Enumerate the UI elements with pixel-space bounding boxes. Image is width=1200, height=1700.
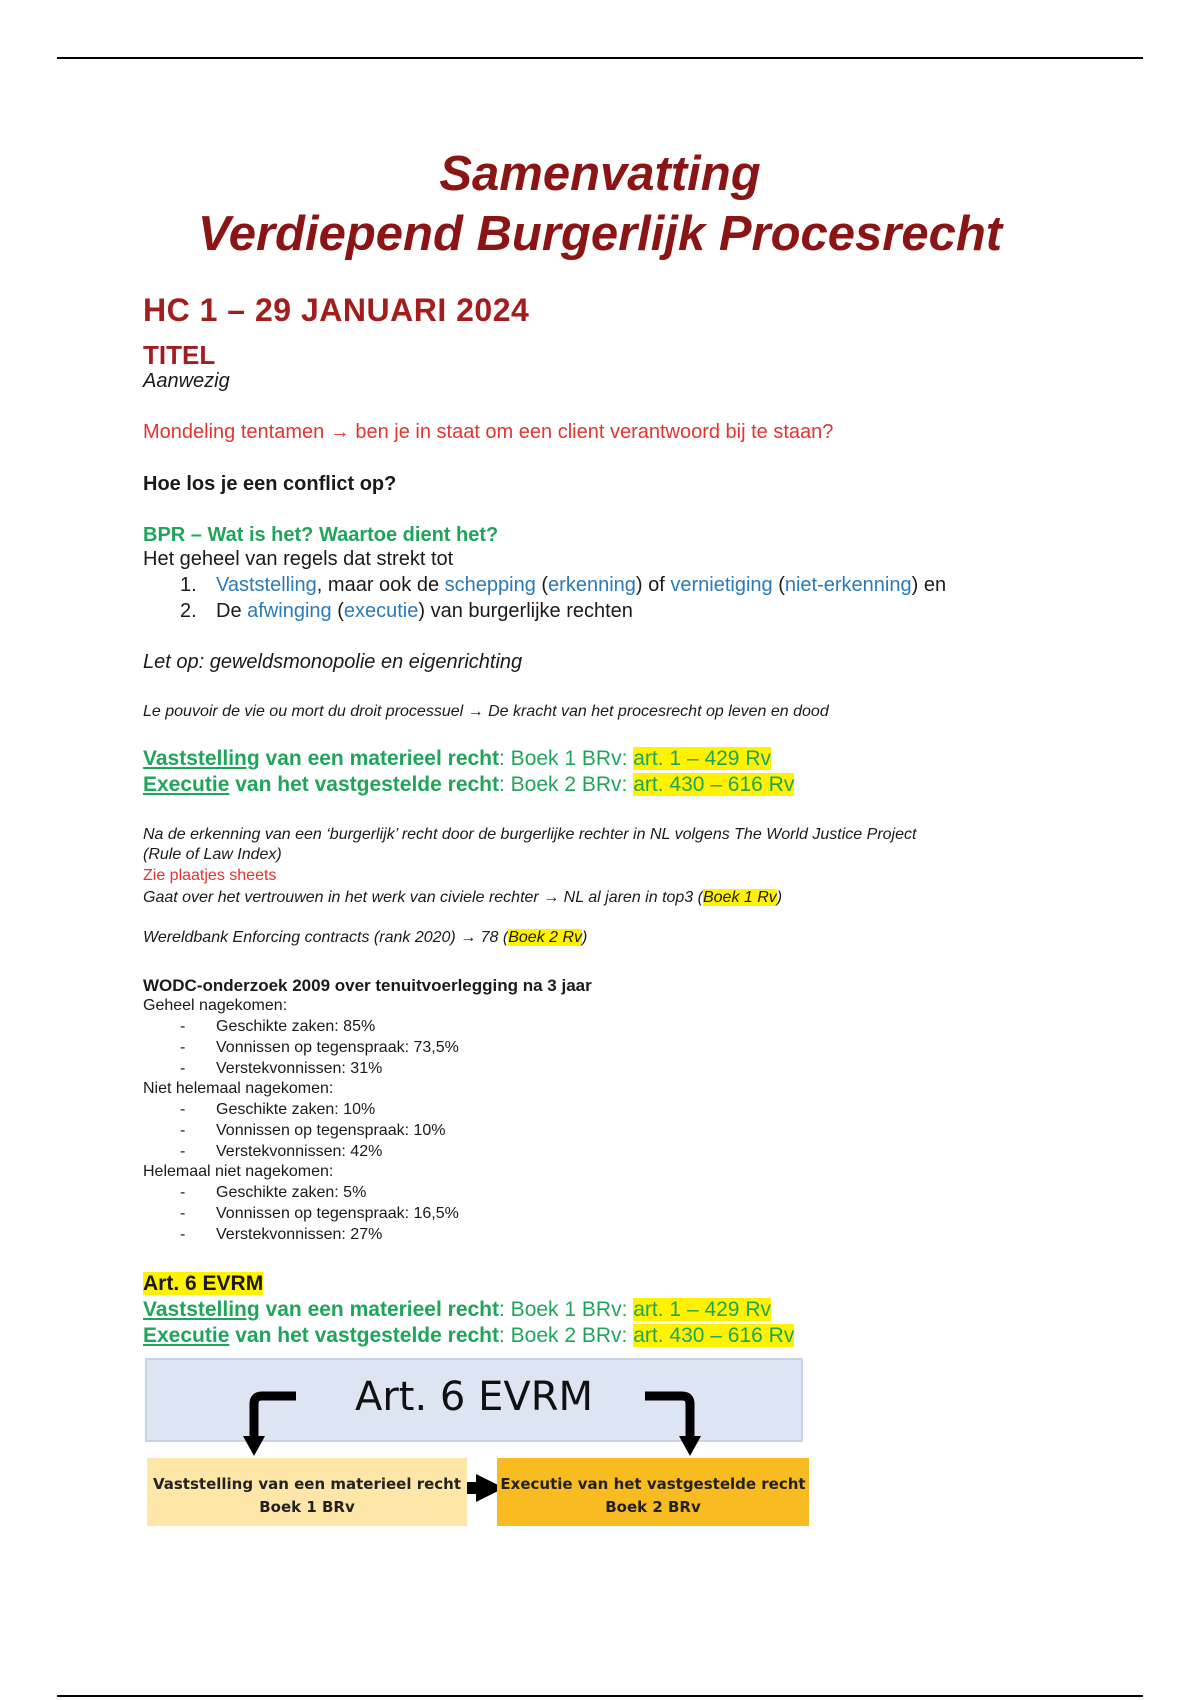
list-text: De (216, 600, 248, 622)
wereldbank-end: ) (582, 929, 588, 946)
list-text: ) van burgerlijke rechten (418, 600, 633, 622)
bottom-rule (57, 1695, 1143, 1697)
term-vernietiging: vernietiging (670, 574, 773, 596)
dash: - (180, 1060, 186, 1077)
dash: - (180, 1101, 186, 1118)
vaststelling-word: Vaststelling (143, 1298, 260, 1321)
right-down-arrow-icon (645, 1396, 690, 1438)
diagram-box-executie (497, 1458, 809, 1526)
box2-line1: Executie van het vastgestelde recht (500, 1475, 806, 1493)
vaststelling-book: : Boek 1 BRv: (499, 1298, 634, 1321)
executie-word: Executie (143, 773, 230, 796)
aanwezig-text: Aanwezig (143, 370, 230, 392)
executie-articles: art. 430 – 616 Rv (633, 773, 795, 796)
executie-book: : Boek 2 BRv: (499, 773, 634, 796)
dash: - (180, 1226, 186, 1243)
zie-sheets-note: Zie plaatjes sheets (143, 867, 277, 884)
dash: - (180, 1205, 186, 1222)
wodc-item: Vonnissen op tegenspraak: 16,5% (216, 1205, 459, 1222)
lecture-heading: HC 1 – 29 JANUARI 2024 (143, 292, 530, 328)
list-text: ) en (911, 574, 947, 596)
diagram-title: Art. 6 EVRM (354, 1374, 594, 1420)
list-text: ( (535, 574, 549, 596)
wodc-item: Geschikte zaken: 10% (216, 1101, 376, 1118)
wodc-item: Verstekvonnissen: 27% (216, 1226, 383, 1243)
document-title-line2: Verdiepend Burgerlijk Procesrecht (197, 207, 1003, 261)
term-erkenning: erkenning (548, 574, 636, 596)
wereldbank-highlight: Boek 2 Rv (508, 929, 583, 946)
list-text: , maar ook de (316, 574, 445, 596)
vaststelling-word: Vaststelling (143, 747, 260, 770)
list-text: ( (772, 574, 785, 596)
wodc-item: Geschikte zaken: 5% (216, 1184, 367, 1201)
conflict-question: Hoe los je een conflict op? (143, 473, 397, 495)
wodc-group-label: Geheel nagekomen: (143, 997, 288, 1014)
titel-heading: TITEL (143, 340, 216, 370)
gaat-highlight: Boek 1 Rv (702, 889, 777, 906)
art6-highlight: Art. 6 EVRM (143, 1272, 264, 1295)
wodc-item: Geschikte zaken: 85% (216, 1018, 376, 1035)
wodc-item: Verstekvonnissen: 42% (216, 1143, 383, 1160)
vaststelling-book: : Boek 1 BRv: (499, 747, 634, 770)
executie-rest: van het vastgestelde recht (229, 773, 499, 796)
box2-line2: Boek 2 BRv (605, 1498, 701, 1516)
wodc-group-label: Helemaal niet nagekomen: (143, 1163, 334, 1180)
vaststelling-articles: art. 1 – 429 Rv (633, 747, 771, 770)
diagram-box-vaststelling (147, 1458, 467, 1526)
right-arrow-head (679, 1436, 701, 1456)
wodc-item: Verstekvonnissen: 31% (216, 1060, 383, 1077)
executie-book: : Boek 2 BRv: (499, 1324, 634, 1347)
bpr-heading: BPR – Wat is het? Waartoe dient het? (143, 524, 499, 546)
gaat-text: Gaat over het vertrouwen in het werk van civiele rechter → NL al jaren in top3 ( (143, 889, 703, 906)
wodc-group-label: Niet helemaal nagekomen: (143, 1080, 334, 1097)
box1-line1: Vaststelling van een materieel recht (152, 1475, 462, 1493)
mondeling-note: Mondeling tentamen → ben je in staat om een client verantwoord bij te staan? (143, 421, 834, 443)
bpr-intro: Het geheel van regels dat strekt tot (143, 548, 454, 570)
left-down-arrow-icon (254, 1396, 296, 1438)
wodc-heading: WODC-onderzoek 2009 over tenuitvoerlegging na 3 jaar (143, 976, 592, 995)
list-number: 2. (180, 600, 197, 622)
dash: - (180, 1143, 186, 1160)
term-schepping: schepping (444, 574, 536, 596)
wodc-item: Vonnissen op tegenspraak: 73,5% (216, 1039, 459, 1056)
dash: - (180, 1122, 186, 1139)
vaststelling-articles: art. 1 – 429 Rv (633, 1298, 771, 1321)
wodc-item: Vonnissen op tegenspraak: 10% (216, 1122, 446, 1139)
pouvoir-note: Le pouvoir de vie ou mort du droit processuel → De kracht van het procesrecht op leven en dood (143, 703, 829, 720)
wereldbank-text: Wereldbank Enforcing contracts (rank 2020) → 78 ( (143, 929, 509, 946)
executie-word: Executie (143, 1324, 230, 1347)
list-text: ) of (635, 574, 671, 596)
executie-rest: van het vastgestelde recht (229, 1324, 499, 1347)
term-afwinging: afwinging (247, 600, 332, 622)
term-niet-erkenning: niet-erkenning (784, 574, 912, 596)
box1-line2: Boek 1 BRv (259, 1498, 355, 1516)
let-op-note: Let op: geweldsmonopolie en eigenrichting (143, 651, 523, 673)
document-title-line1: Samenvatting (439, 147, 761, 201)
term-vaststelling: Vaststelling (216, 574, 317, 596)
left-arrow-head (243, 1436, 265, 1456)
wjp-line2: (Rule of Law Index) (143, 846, 282, 863)
wjp-line1: Na de erkenning van een ‘burgerlijk’ recht door de burgerlijke rechter in NL volgens The World Justice Project (143, 826, 917, 843)
executie-articles: art. 430 – 616 Rv (633, 1324, 795, 1347)
dash: - (180, 1018, 186, 1035)
list-number: 1. (180, 574, 197, 596)
vaststelling-rest: van een materieel recht (259, 1298, 500, 1321)
gaat-end: ) (776, 889, 783, 906)
term-executie: executie (343, 600, 419, 622)
dash: - (180, 1039, 186, 1056)
list-text: ( (331, 600, 344, 622)
dash: - (180, 1184, 186, 1201)
vaststelling-rest: van een materieel recht (259, 747, 500, 770)
